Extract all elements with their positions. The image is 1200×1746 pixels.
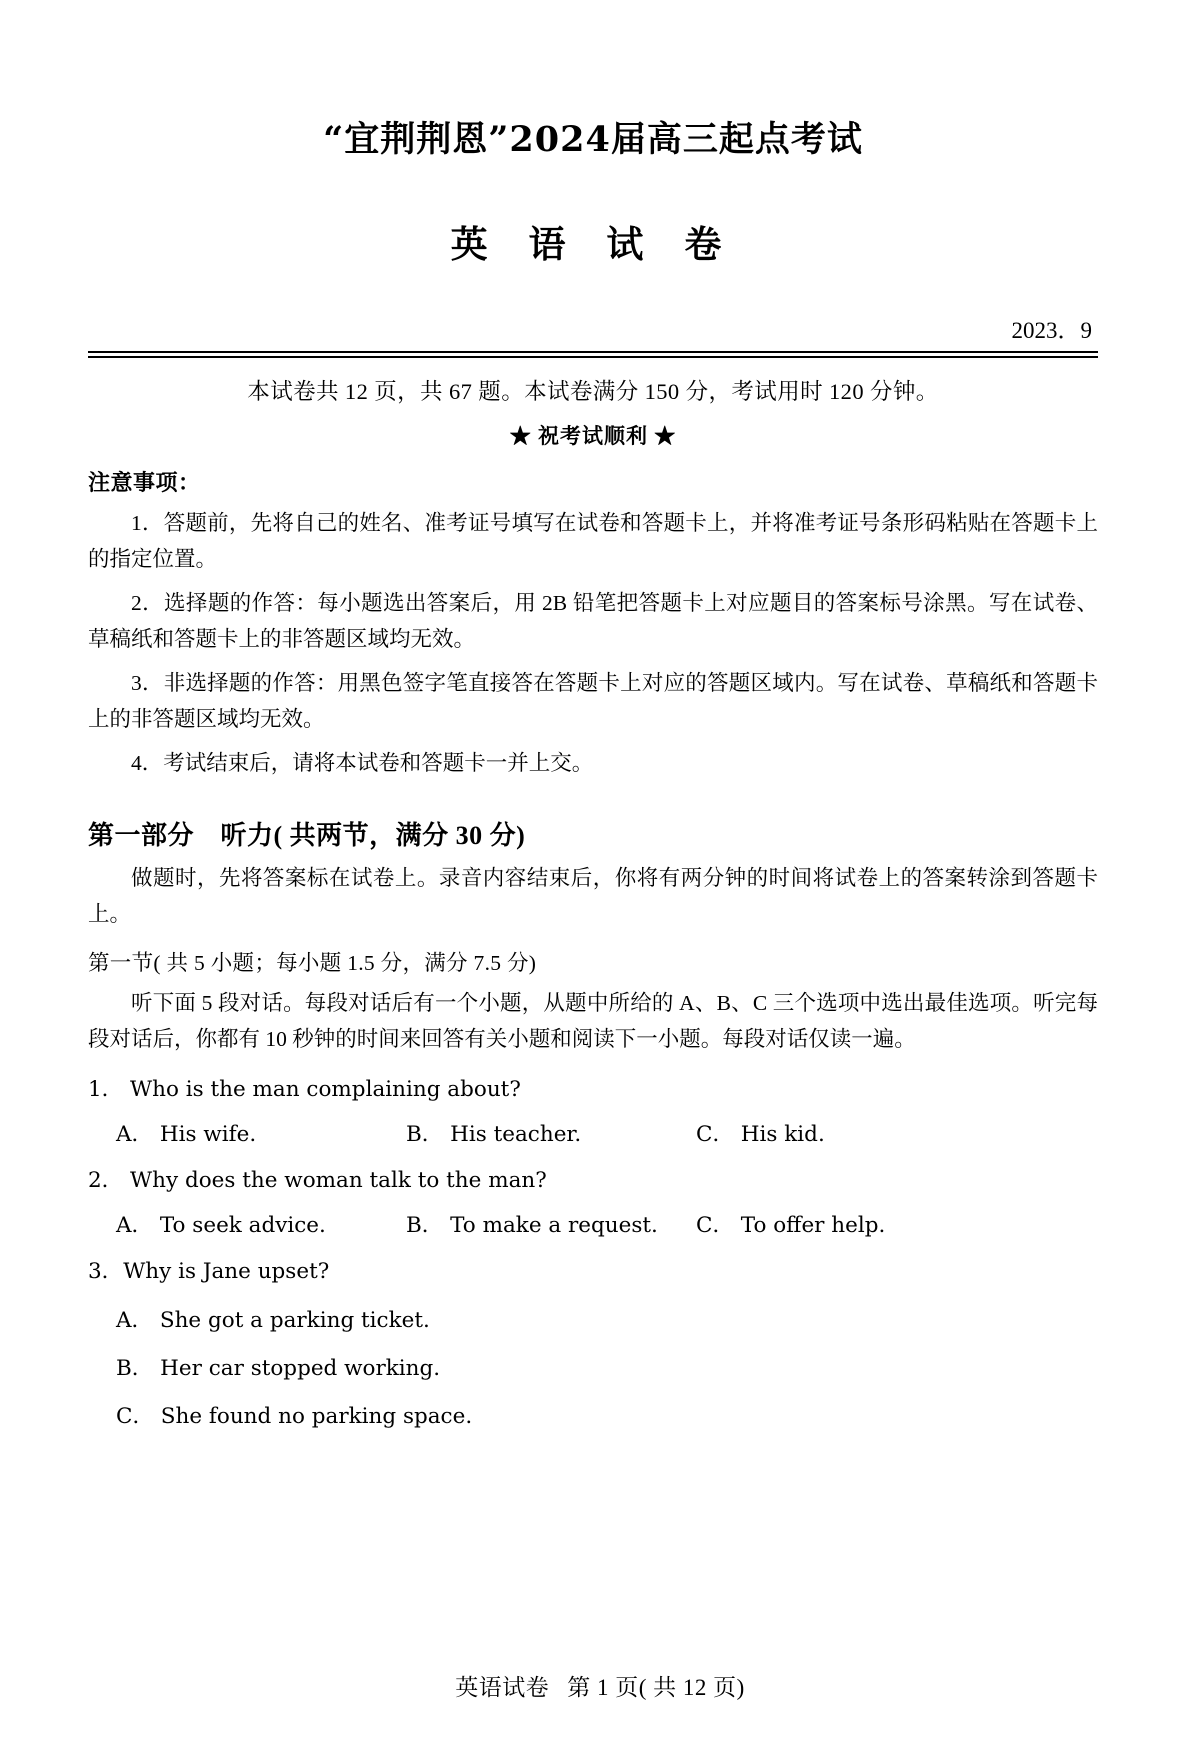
footer-page-number: 第 1 页( 共 12 页): [567, 1675, 745, 1700]
question-2-stem: [88, 1164, 1098, 1198]
page-footer: [0, 1669, 1200, 1702]
notice-item-2: 2．选择题的作答：每小题选出答案后，用 2B 铅笔把答题卡上对应题目的答案标号涂黑。写在试卷、草稿纸和答题卡上的非答题区域均无效。: [88, 591, 1098, 651]
question-1-options: [88, 1117, 1098, 1148]
question-1-stem: [88, 1073, 1098, 1107]
question-3-options: [88, 1305, 1098, 1433]
subject-title: 英 语 试 卷: [450, 222, 736, 266]
section-one-intro: 听下面 5 段对话。每段对话后有一个小题，从题中所给的 A、B、C 三个选项中选出最佳选项。听完每段对话后，你都有 10 秒钟的时间来回答有关小题和阅读下一小题。每段对话仅读一遍。: [88, 991, 1098, 1051]
page-title: “宜荆荆恩”2024届高三起点考试: [323, 119, 863, 160]
page-content: [88, 0, 1098, 1433]
question-3-option-b[interactable]: B． Her car stopped working.: [116, 1356, 441, 1381]
section-one-heading: 第一节( 共 5 小题；每小题 1.5 分，满分 7.5 分): [88, 951, 537, 975]
part-one-intro: 做题时，先将答案标在试卷上。录音内容结束后，你将有两分钟的时间将试卷上的答案转涂到答题卡上。: [88, 866, 1098, 926]
question-2-option-a[interactable]: A． To seek advice.: [116, 1213, 326, 1238]
question-3-number: 3．: [88, 1259, 124, 1284]
question-2-options: [88, 1208, 1098, 1239]
question-1-option-a[interactable]: A． His wife.: [116, 1122, 257, 1147]
question-2-number: 2．: [88, 1168, 124, 1193]
question-3-text: Why is Jane upset?: [123, 1259, 330, 1284]
question-3-option-c[interactable]: C． She found no parking space.: [116, 1404, 473, 1429]
header-divider: [88, 351, 1098, 358]
notice-item-1: 1．答题前，先将自己的姓名、准考证号填写在试卷和答题卡上，并将准考证号条形码粘贴在答题卡上的指定位置。: [88, 511, 1098, 571]
question-2-text: Why does the woman talk to the man?: [130, 1168, 547, 1193]
footer-subject: 英语试卷: [455, 1675, 550, 1700]
question-1-text: Who is the man complaining about?: [130, 1077, 521, 1102]
question-1-option-c[interactable]: C． His kid.: [696, 1122, 825, 1147]
question-2-option-c[interactable]: C． To offer help.: [696, 1213, 886, 1238]
question-3-option-a[interactable]: A． She got a parking ticket.: [116, 1308, 430, 1333]
exam-date: 2023．9: [1011, 318, 1092, 343]
question-3-stem: [88, 1255, 1098, 1289]
question-1-number: 1．: [88, 1077, 124, 1102]
notice-heading: 注意事项：: [88, 470, 201, 495]
notice-item-4: 4．考试结束后，请将本试卷和答题卡一并上交。: [131, 751, 594, 775]
exam-meta-line: 本试卷共 12 页，共 67 题。本试卷满分 150 分，考试用时 120 分钟。: [247, 379, 939, 404]
notice-item-3: 3．非选择题的作答：用黑色签字笔直接答在答题卡上对应的答题区域内。写在试卷、草稿纸和答题卡上的非答题区域均无效。: [88, 671, 1098, 731]
question-2-option-b[interactable]: B． To make a request.: [406, 1213, 658, 1238]
good-luck-note: ★ 祝考试顺利 ★: [509, 424, 677, 448]
part-one-heading: 第一部分 听力( 共两节，满分 30 分): [88, 821, 526, 850]
question-1-option-b[interactable]: B． His teacher.: [406, 1122, 582, 1147]
